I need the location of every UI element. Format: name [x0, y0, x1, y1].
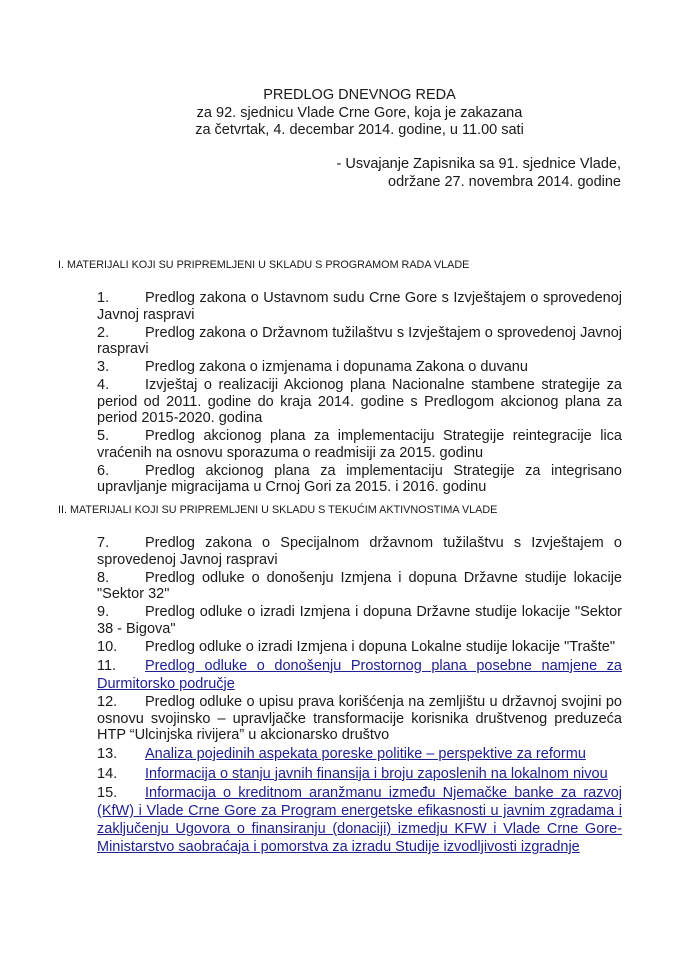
item-text: Predlog odluke o donošenju Izmjena i dopuna Državne studije lokacije "Sektor 32"	[97, 569, 622, 602]
item-number: 14.	[97, 765, 118, 782]
minutes-line-1: - Usvajanje Zapisnika sa 91. sjednice Vlade,	[336, 156, 621, 172]
section-2-list	[97, 535, 622, 858]
agenda-item	[97, 290, 622, 323]
agenda-item	[97, 535, 622, 568]
session-line: za 92. sjednicu Vlade Crne Gore, koja je zakazana	[196, 104, 523, 121]
item-number: 10.	[97, 638, 118, 655]
section-1-list	[97, 290, 622, 497]
item-text: Predlog akcionog plana za implementaciju Strategije za integrisano upravljanje migracijama u Crnoj Gori za 2015. i 2016. godinu	[97, 462, 622, 495]
item-text: Predlog odluke o izradi Izmjena i dopuna Državne studije lokacije "Sektor 38 - Bigova"	[97, 604, 622, 637]
agenda-header	[0, 87, 679, 140]
item-number: 2.	[97, 324, 110, 341]
date-line: za četvrtak, 4. decembar 2014. godine, u 11.00 sati	[195, 122, 524, 138]
item-number: 4.	[97, 377, 110, 393]
item-number: 8.	[97, 569, 110, 586]
item-text: Predlog odluke o upisu prava korišćenja na zemljištu u državnoj svojini po osnovu svojinsko – upravljačke transformacije korisnika društvenog preduzeća HTP “Ulcinjska rivijera” u akcionarsko društvo	[97, 694, 622, 743]
agenda-item	[97, 359, 622, 376]
minutes-approval	[336, 155, 621, 191]
agenda-item	[97, 377, 622, 427]
item-number: 3.	[97, 359, 110, 375]
page-title: PREDLOG DNEVNOG REDA	[263, 87, 456, 103]
item-number: 11.	[97, 657, 117, 674]
agenda-item	[97, 657, 622, 693]
section-heading-2: II. MATERIJALI KOJI SU PRIPREMLJENI U SKLADU S TEKUĆIM AKTIVNOSTIMA VLADE	[58, 504, 498, 516]
item-number: 9.	[97, 604, 110, 620]
item-link[interactable]: Analiza pojedinih aspekata poreske politike – perspektive za reformu	[145, 746, 586, 762]
agenda-item	[97, 745, 622, 763]
item-link[interactable]: Predlog odluke o donošenju Prostornog plana posebne namjene za Durmitorsko područje	[97, 657, 622, 692]
item-text: Predlog zakona o Ustavnom sudu Crne Gore s Izvještajem o sprovedenoj Javnoj raspravi	[97, 290, 622, 323]
item-text: Predlog zakona o izmjenama i dopunama Zakona o duvanu	[145, 359, 528, 375]
item-link[interactable]: Informacija o stanju javnih finansija i broju zaposlenih na lokalnom nivou	[145, 765, 608, 782]
item-text: Predlog zakona o Specijalnom državnom tužilaštvu s Izvještajem o sprovedenoj Javnoj raspravi	[97, 535, 622, 568]
minutes-line-2: održane 27. novembra 2014. godine	[388, 174, 621, 190]
item-text: Predlog odluke o izradi Izmjena i dopuna Lokalne studije lokacije "Trašte"	[145, 638, 615, 655]
item-number: 15.	[97, 785, 118, 801]
agenda-item	[97, 428, 622, 461]
agenda-item	[97, 765, 622, 783]
agenda-item	[97, 694, 622, 744]
item-number: 5.	[97, 428, 110, 444]
item-text: Izvještaj o realizaciji Akcionog plana Nacionalne stambene strategije za period od 2011. godine do kraja 2014. godine s Predlogom akcionog plana za period 2015-2020. godina	[97, 377, 622, 426]
item-text: Predlog akcionog plana za implementaciju Strategije reintegracije lica vraćenih na osnovu sporazuma o readmisiji za 2015. godinu	[97, 428, 622, 461]
agenda-item	[97, 639, 622, 656]
item-number: 1.	[97, 290, 110, 306]
item-number: 6.	[97, 462, 110, 479]
item-number: 12.	[97, 694, 118, 710]
agenda-item	[97, 784, 622, 856]
agenda-item	[97, 570, 622, 603]
item-number: 13.	[97, 746, 118, 762]
agenda-item	[97, 604, 622, 637]
item-number: 7.	[97, 535, 110, 551]
item-link[interactable]: Informacija o kreditnom aranžmanu između Njemačke banke za razvoj (KfW) i Vlade Crne Gore za Program energetske efikasnosti u javnim zgradama i zaključenju Ugovora o finansiranju (donaciji) izmedju KFW i Vlade Crne Gore-Ministarstvo saobraćaja i pomorstva za izradu Studije izvodljivosti izgradnje	[97, 785, 622, 855]
item-text: Predlog zakona o Državnom tužilaštvu s Izvještajem o sprovedenoj Javnoj raspravi	[97, 324, 622, 357]
agenda-item	[97, 463, 622, 496]
section-heading-1: I. MATERIJALI KOJI SU PRIPREMLJENI U SKLADU S PROGRAMOM RADA VLADE	[58, 259, 470, 271]
agenda-item	[97, 325, 622, 358]
